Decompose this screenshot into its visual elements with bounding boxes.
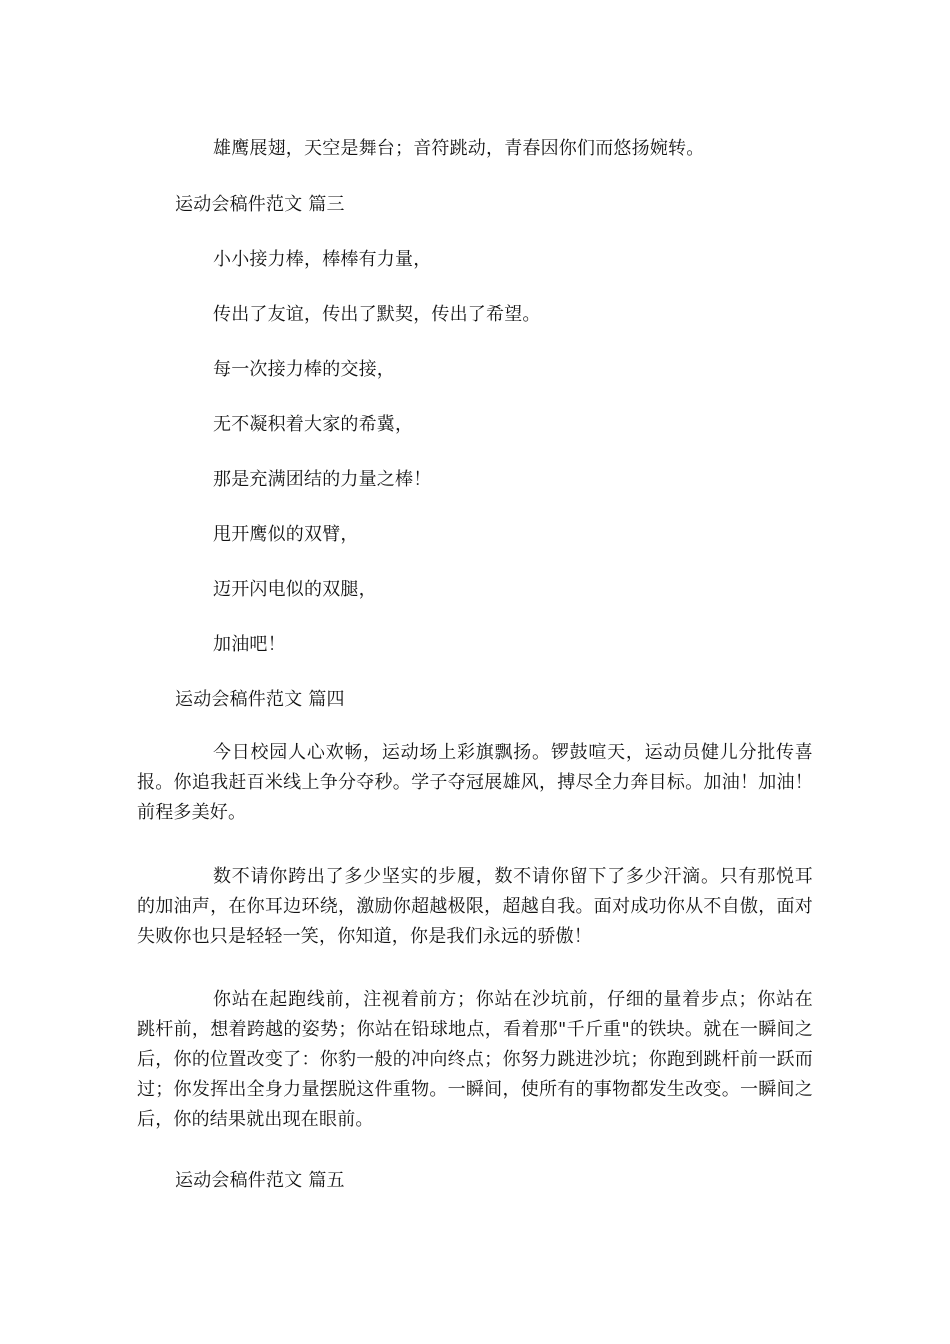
poem-line: 甩开鹰似的双臂， bbox=[213, 524, 359, 545]
paragraph: 数不请你跨出了多少坚实的步履，数不请你留下了多少汗滴。只有那悦耳的加油声，在你耳边环绕，激励你超越极限，超越自我。面对成功你从不自傲，面对失败你也只是轻轻一笑，你知道，你是我们永远的骄傲！ bbox=[137, 866, 813, 947]
poem-line: 迈开闪电似的双腿， bbox=[213, 579, 377, 600]
poem-line: 小小接力棒，棒棒有力量， bbox=[213, 249, 432, 270]
paragraph: 你站在起跑线前，注视着前方；你站在沙坑前，仔细的量着步点；你站在跳杆前，想着跨越的姿势；你站在铅球地点，看着那"千斤重"的铁块。就在一瞬间之后，你的位置改变了：你豹一般的冲向终点；你努力跳进沙坑；你跑到跳杆前一跃而过；你发挥出全身力量摆脱这件重物。一瞬间，使所有的事物都发生改变。一瞬间之后，你的结果就出现在眼前。 bbox=[137, 989, 813, 1130]
section-heading-4: 运动会稿件范文 篇四 bbox=[175, 689, 345, 710]
paragraph: 今日校园人心欢畅，运动场上彩旗飘扬。锣鼓喧天，运动员健儿分批传喜报。你追我赶百米线上争分夺秒。学子夺冠展雄风，搏尽全力奔目标。加油！加油！前程多美好。 bbox=[137, 742, 813, 823]
section-heading-5: 运动会稿件范文 篇五 bbox=[175, 1170, 345, 1191]
poem-line: 每一次接力棒的交接， bbox=[213, 359, 395, 380]
poem-line: 加油吧！ bbox=[213, 634, 286, 655]
poem-line: 那是充满团结的力量之棒！ bbox=[213, 469, 432, 490]
poem-line: 传出了友谊，传出了默契，传出了希望。 bbox=[213, 304, 541, 325]
poem-line: 无不凝积着大家的希冀， bbox=[213, 414, 414, 435]
intro-line: 雄鹰展翅，天空是舞台；音符跳动，青春因你们而悠扬婉转。 bbox=[213, 138, 705, 159]
section-heading-3: 运动会稿件范文 篇三 bbox=[175, 194, 345, 215]
